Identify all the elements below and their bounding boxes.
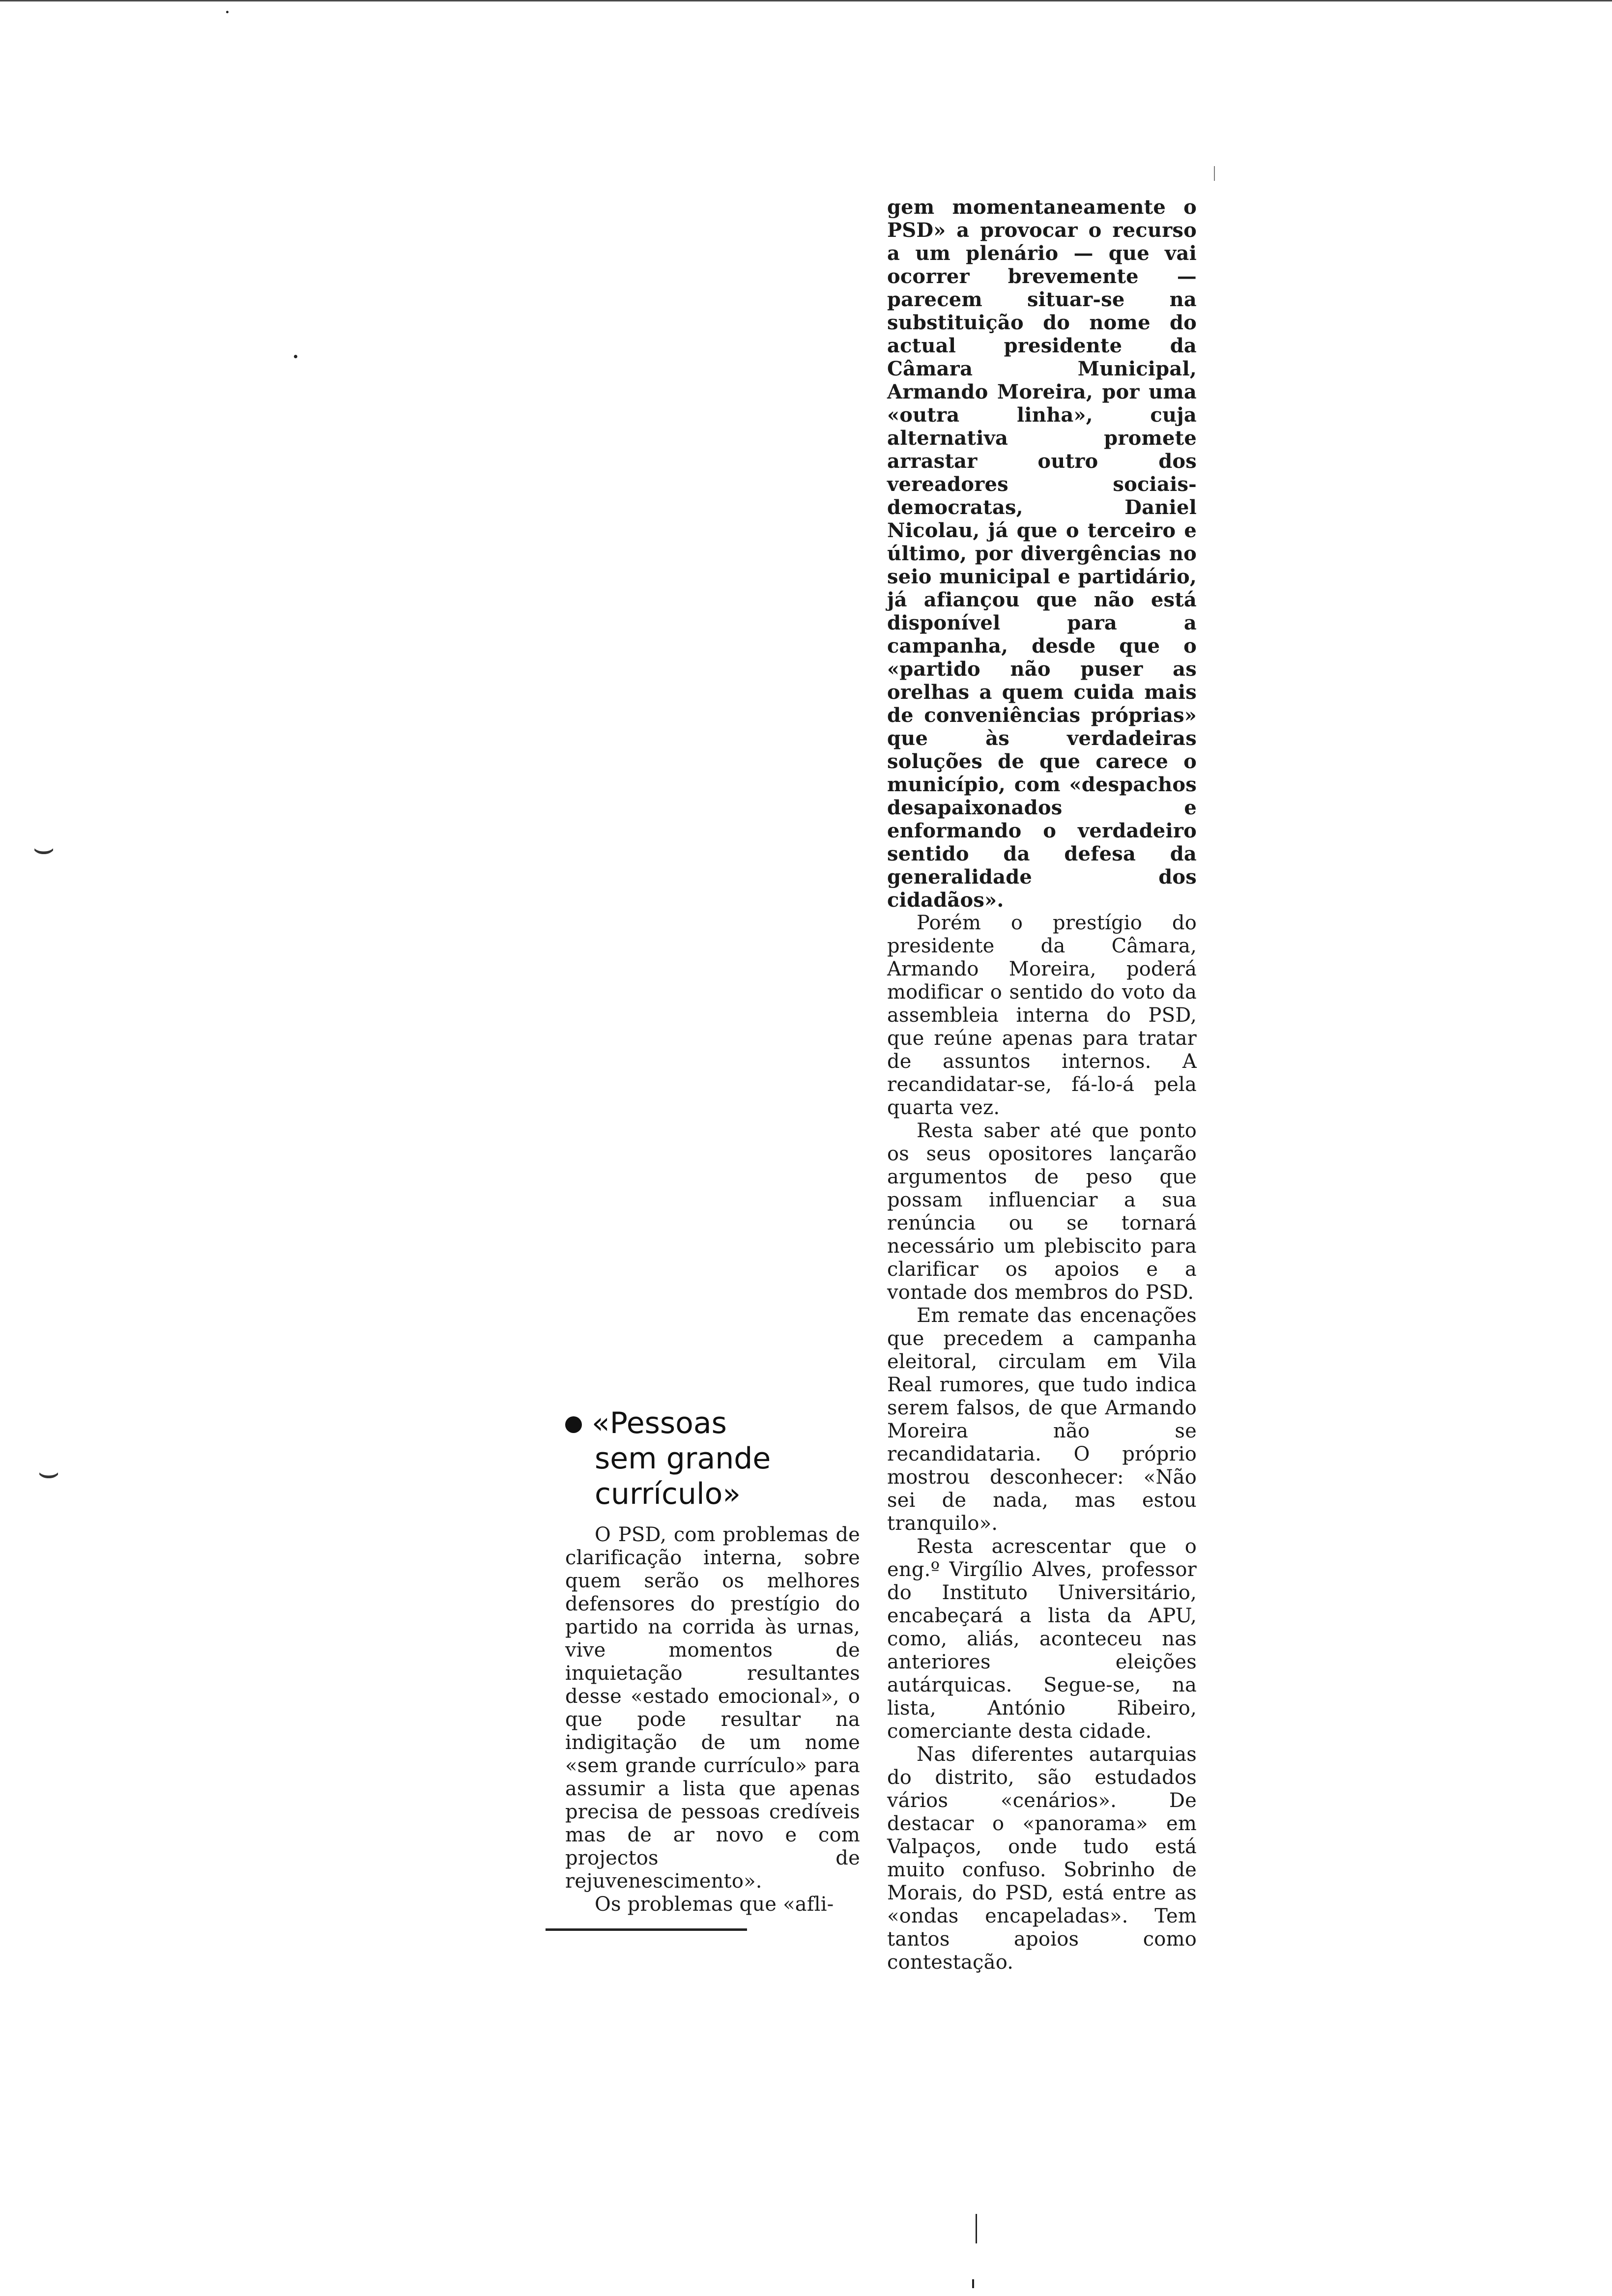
column-end-rule [546,1928,747,1931]
left-text-column [565,1523,860,1916]
page-top-edge [0,0,1612,1]
right-text-column [887,196,1197,1974]
speck-dot [226,11,229,13]
paragraph: Em remate das encenações que precedem a campanha eleitoral, circulam em Vila Real rumores, que tudo indica serem falsos, de que Armando Moreira não se recandidataria. O próprio mostrou desconhecer: «Não sei de nada, mas estou tranquilo». [887,1304,1197,1535]
section-subheading [565,1406,860,1512]
punch-hole-mark: ⌣ [37,1452,60,1492]
paragraph: Resta saber até que ponto os seus opositores lançarão argumentos de peso que possam influenciar a sua renúncia ou se tornará necessário um plebiscito para clarificar os apoios e a vontade dos membros do PSD. [887,1119,1197,1304]
edge-tick [972,2279,974,2288]
paragraph: O PSD, com problemas de clarificação interna, sobre quem serão os melhores defensores do prestígio do partido na corrida às urnas, vive momentos de inquietação resultantes desse «estado emocional», o que pode resultar na indigitação de um nome «sem grande currículo» para assumir a lista que apenas precisa de pessoas credíveis mas de ar novo e com projectos de rejuvenescimento». [565,1523,860,1893]
subheading-line-3: currículo» [595,1477,741,1511]
paragraph: Nas diferentes autarquias do distrito, são estudados vários «cenários». De destacar o «panorama» em Valpaços, onde tudo está muito confuso. Sobrinho de Morais, do PSD, está entre as «ondas encapeladas». Tem tantos apoios como contestação. [887,1743,1197,1974]
paragraph: Porém o prestígio do presidente da Câmara, Armando Moreira, poderá modificar o sentido do voto da assembleia interna do PSD, que reúne apenas para tratar de assuntos internos. A recandidatar-se, fá-lo-á pela quarta vez. [887,912,1197,1119]
edge-tick [976,2214,977,2243]
punch-hole-mark: ⌣ [32,828,56,868]
paragraph: Os problemas que «afli- [595,1893,834,1916]
smudge [1214,166,1215,181]
subheading-line-2: sem grande [595,1441,771,1476]
paragraph: Resta acrescentar que o eng.º Virgílio Alves, professor do Instituto Universitário, encabeçará a lista da APU, como, aliás, aconteceu nas anteriores eleições autárquicas. Segue-se, na lista, António Ribeiro, comerciante desta cidade. [887,1535,1197,1743]
bullet-icon [565,1416,582,1433]
subheading-line-1: «Pessoas [592,1406,727,1440]
speck-dot [294,355,297,358]
paragraph: gem momentaneamente o PSD» a provocar o recurso a um plenário — que vai ocorrer brevemente — parecem situar-se na substituição do nome do actual presidente da Câmara Municipal, Armando Moreira, por uma «outra linha», cuja alternativa promete arrastar outro dos vereadores sociais-democratas, Daniel Nicolau, já que o terceiro e último, por divergências no seio municipal e partidário, já afiançou que não está disponível para a campanha, desde que o «partido não puser as orelhas a quem cuida mais de conveniências próprias» que às verdadeiras soluções de que carece o município, com «despachos desapaixonados e enformando o verdadeiro sentido da defesa da generalidade dos cidadãos». [887,196,1197,912]
